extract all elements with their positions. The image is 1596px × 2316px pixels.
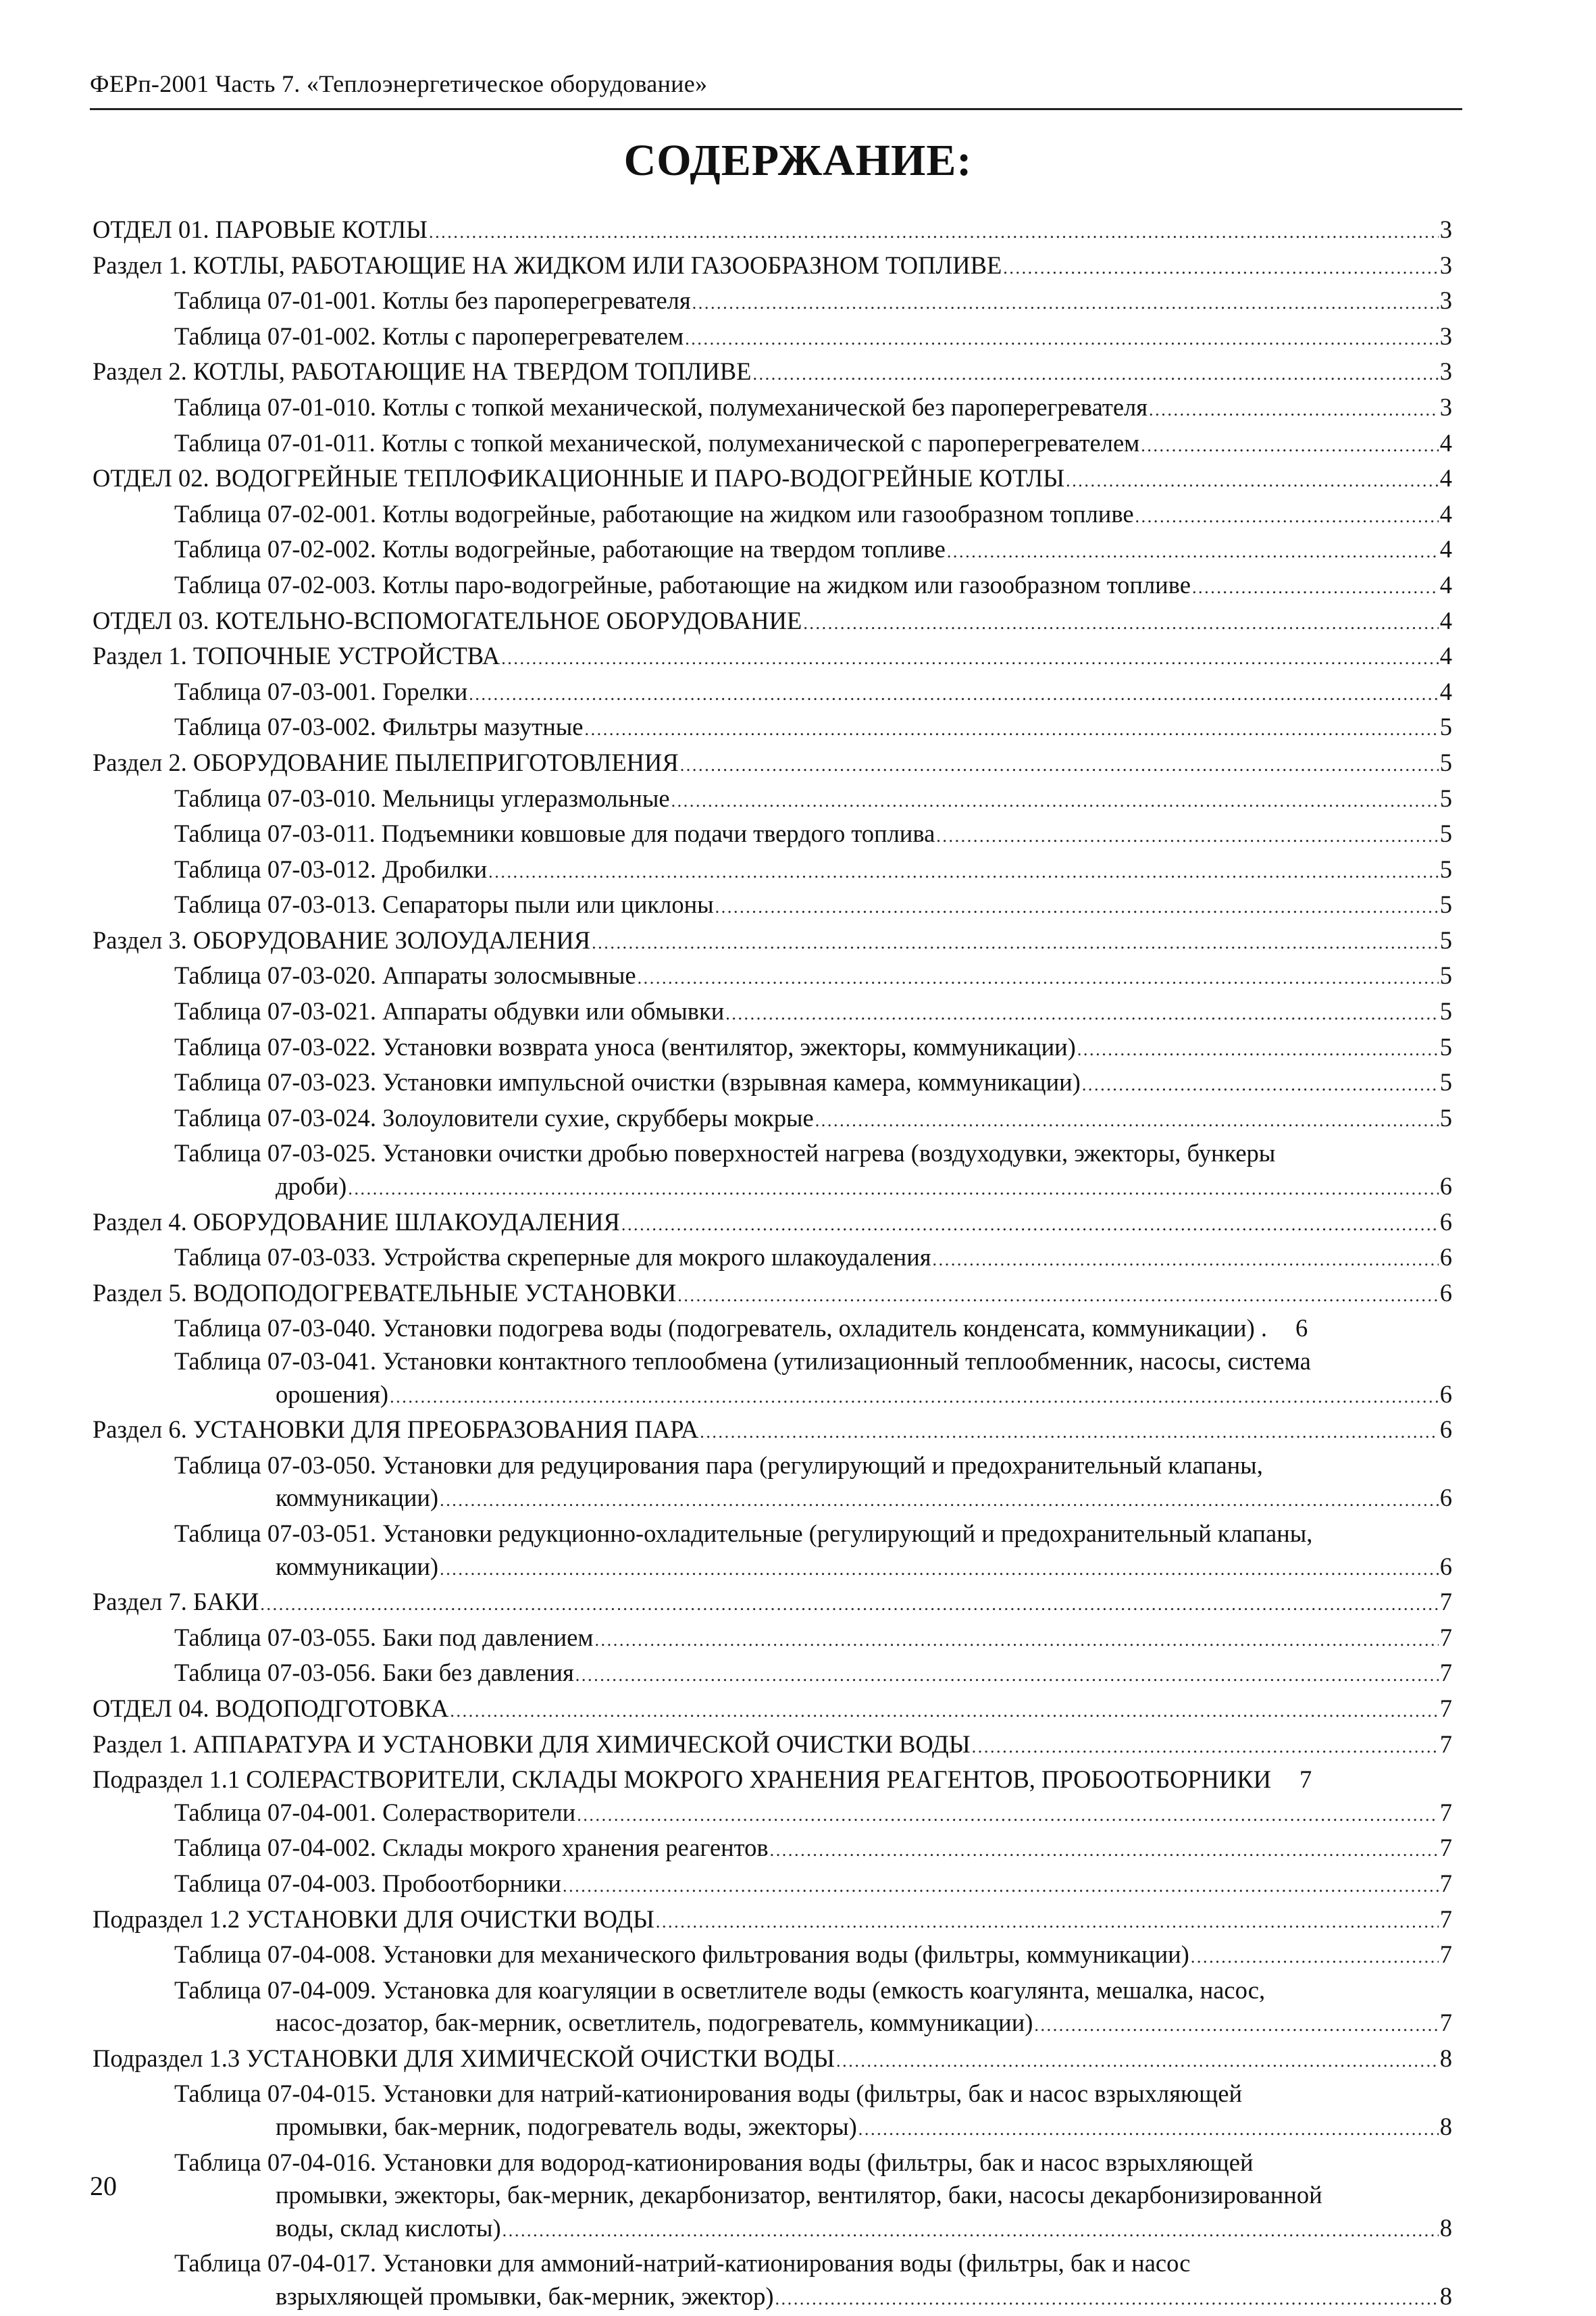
toc-section-entry bbox=[0, 1413, 1596, 1449]
toc-table-entry bbox=[0, 853, 1596, 889]
dot-leader bbox=[715, 891, 1439, 924]
dot-leader bbox=[770, 1834, 1439, 1867]
toc-entry-text: ОТДЕЛ 03. КОТЕЛЬНО-ВСПОМОГАТЕЛЬНОЕ ОБОРУДОВАНИЕ bbox=[93, 606, 802, 634]
toc-page-number: 7 bbox=[1439, 1834, 1452, 1862]
toc-page-number: 6 bbox=[1439, 1207, 1452, 1236]
toc-entry-line bbox=[174, 1137, 1452, 1170]
toc-page-number: 7 bbox=[1439, 1940, 1452, 1969]
toc-table-entry bbox=[0, 284, 1596, 320]
toc-table-entry bbox=[0, 959, 1596, 995]
toc-page-number: 3 bbox=[1439, 322, 1452, 350]
toc-table-entry bbox=[0, 1102, 1596, 1138]
toc-entry-line bbox=[174, 533, 1452, 569]
toc-page-number: 3 bbox=[1439, 357, 1452, 386]
toc-table-entry bbox=[0, 2247, 1596, 2315]
table-of-contents bbox=[0, 213, 1596, 2316]
dot-leader bbox=[692, 287, 1439, 320]
toc-page-number: 8 bbox=[1439, 2113, 1452, 2141]
toc-entry-text: Раздел 1. ТОПОЧНЫЕ УСТРОЙСТВА bbox=[93, 642, 500, 670]
toc-table-entry bbox=[0, 711, 1596, 747]
toc-page-number: 5 bbox=[1439, 1032, 1452, 1061]
dot-leader bbox=[621, 1209, 1439, 1242]
dot-leader bbox=[1191, 1941, 1439, 1974]
dot-leader bbox=[656, 1906, 1439, 1939]
toc-table-entry bbox=[0, 1241, 1596, 1277]
dot-leader bbox=[429, 216, 1439, 249]
dot-leader bbox=[440, 1484, 1439, 1517]
toc-page-number: 3 bbox=[1439, 393, 1452, 421]
toc-page-number: 3 bbox=[1439, 286, 1452, 315]
toc-page-number: 5 bbox=[1439, 748, 1452, 776]
toc-entry-line bbox=[174, 2280, 1452, 2316]
dot-leader bbox=[575, 1659, 1439, 1692]
dot-leader bbox=[685, 323, 1439, 356]
toc-page-number: 7 bbox=[1439, 1798, 1452, 1826]
toc-entry-line bbox=[174, 1974, 1452, 2007]
toc-table-entry bbox=[0, 1867, 1596, 1903]
toc-table-entry bbox=[0, 1031, 1596, 1067]
dot-leader bbox=[972, 1731, 1439, 1764]
toc-entry-text: Таблица 07-03-025. Установки очистки дробью поверхностей нагрева (воздуходувки, эжекторы, бункеры bbox=[174, 1139, 1276, 1167]
toc-section-entry bbox=[0, 1206, 1596, 1242]
toc-page-number: 5 bbox=[1439, 820, 1452, 848]
toc-entry-text: Раздел 4. ОБОРУДОВАНИЕ ШЛАКОУДАЛЕНИЯ bbox=[93, 1207, 620, 1236]
dot-leader bbox=[775, 2283, 1439, 2316]
toc-entry-text: промывки, эжекторы, бак-мерник, декарбонизатор, вентилятор, баки, насосы декарбонизированной bbox=[276, 2181, 1322, 2209]
toc-page-number: 7 bbox=[1439, 1623, 1452, 1651]
toc-entry-text: Таблица 07-03-010. Мельницы углеразмольные bbox=[174, 784, 670, 812]
dot-leader bbox=[1135, 501, 1439, 534]
toc-entry-line bbox=[93, 747, 1452, 782]
toc-entry-text: Таблица 07-04-008. Установки для механического фильтрования воды (фильтры, коммуникации) bbox=[174, 1940, 1189, 1969]
dot-leader bbox=[577, 1799, 1439, 1832]
toc-entry-text: Таблица 07-03-012. Дробилки bbox=[174, 855, 488, 883]
toc-page-number: 6 bbox=[1439, 1380, 1452, 1408]
toc-entry-line bbox=[174, 2179, 1452, 2212]
toc-entry-text: Таблица 07-03-001. Горелки bbox=[174, 677, 468, 705]
toc-entry-text: Таблица 07-03-024. Золоуловители сухие, скрубберы мокрые bbox=[174, 1103, 814, 1132]
toc-entry-text: насос-дозатор, бак-мерник, осветлитель, подогреватель, коммуникации) bbox=[276, 2009, 1033, 2037]
dot-leader bbox=[1003, 252, 1438, 285]
toc-entry-line bbox=[93, 2042, 1452, 2078]
toc-entry-text: Таблица 07-02-002. Котлы водогрейные, работающие на твердом топливе bbox=[174, 535, 946, 563]
toc-section-entry bbox=[0, 924, 1596, 960]
toc-entry-line bbox=[174, 284, 1452, 320]
toc-page-number: 6 bbox=[1439, 1243, 1452, 1272]
page-number: 20 bbox=[90, 2171, 117, 2201]
toc-entry-line bbox=[174, 711, 1452, 747]
toc-table-entry bbox=[0, 391, 1596, 427]
toc-entry-line bbox=[174, 1312, 1452, 1345]
dot-leader bbox=[1141, 430, 1439, 463]
toc-entry-line bbox=[174, 1657, 1452, 1692]
dot-leader bbox=[936, 820, 1438, 853]
toc-page-number: 5 bbox=[1439, 713, 1452, 741]
toc-entry-text: Таблица 07-03-013. Сепараторы пыли или циклоны bbox=[174, 890, 714, 919]
toc-entry-text: Раздел 5. ВОДОПОДОГРЕВАТЕЛЬНЫЕ УСТАНОВКИ bbox=[93, 1278, 677, 1307]
toc-entry-line bbox=[93, 213, 1452, 249]
toc-entry-text: Подраздел 1.2 УСТАНОВКИ ДЛЯ ОЧИСТКИ ВОДЫ bbox=[93, 1905, 654, 1933]
dot-leader bbox=[1082, 1069, 1439, 1102]
dot-leader bbox=[677, 1280, 1438, 1313]
toc-entry-text: Раздел 2. ОБОРУДОВАНИЕ ПЫЛЕПРИГОТОВЛЕНИЯ bbox=[93, 748, 679, 776]
toc-section-entry bbox=[0, 1763, 1596, 1796]
toc-entry-line bbox=[174, 1241, 1452, 1277]
toc-entry-text: Таблица 07-03-056. Баки без давления bbox=[174, 1659, 574, 1687]
toc-page-number: 6 bbox=[1439, 1552, 1452, 1580]
toc-entry-line bbox=[174, 995, 1452, 1031]
toc-table-entry bbox=[0, 782, 1596, 818]
toc-entry-text: Таблица 07-03-022. Установки возврата уноса (вентилятор, эжекторы, коммуникации) bbox=[174, 1032, 1076, 1061]
toc-entry-text: воды, склад кислоты) bbox=[276, 2213, 501, 2242]
toc-entry-text: Таблица 07-03-040. Установки подогрева воды (подогреватель, охладитель конденсата, коммуникации) . bbox=[174, 1314, 1267, 1342]
toc-section-entry bbox=[0, 747, 1596, 782]
toc-table-entry bbox=[0, 1974, 1596, 2042]
toc-entry-line bbox=[93, 1206, 1452, 1242]
toc-page-number: 6 bbox=[1439, 1278, 1452, 1307]
toc-entry-line bbox=[174, 391, 1452, 427]
toc-entry-text: Таблица 07-03-023. Установки импульсной очистки (взрывная камера, коммуникации) bbox=[174, 1068, 1081, 1097]
toc-entry-text: Подраздел 1.1 СОЛЕРАСТВОРИТЕЛИ, СКЛАДЫ МОКРОГО ХРАНЕНИЯ РЕАГЕНТОВ, ПРОБООТБОРНИКИ bbox=[93, 1765, 1272, 1794]
toc-table-entry bbox=[0, 817, 1596, 853]
toc-entry-line bbox=[174, 1170, 1452, 1206]
toc-section-entry bbox=[0, 1728, 1596, 1764]
toc-page-number: 5 bbox=[1439, 784, 1452, 812]
toc-entry-line bbox=[174, 1621, 1452, 1657]
toc-entry-line bbox=[174, 1796, 1452, 1832]
toc-entry-line bbox=[174, 1551, 1452, 1586]
toc-entry-text: Таблица 07-04-015. Установки для натрий-катионирования воды (фильтры, бак и насос взрыхляющей bbox=[174, 2080, 1242, 2108]
toc-entry-text: Таблица 07-03-021. Аппараты обдувки или обмывки bbox=[174, 997, 725, 1026]
toc-entry-line bbox=[93, 1763, 1452, 1796]
toc-entry-text: Подраздел 1.3 УСТАНОВКИ ДЛЯ ХИМИЧЕСКОЙ ОЧИСТКИ ВОДЫ bbox=[93, 2044, 835, 2072]
dot-leader bbox=[450, 1695, 1438, 1728]
toc-entry-text: Раздел 3. ОБОРУДОВАНИЕ ЗОЛОУДАЛЕНИЯ bbox=[93, 926, 591, 954]
dot-leader bbox=[671, 785, 1439, 818]
toc-entry-line bbox=[174, 2078, 1452, 2111]
dot-leader bbox=[488, 856, 1439, 889]
toc-page-number: 4 bbox=[1439, 428, 1452, 457]
toc-table-entry bbox=[0, 1657, 1596, 1692]
toc-entry-text: ОТДЕЛ 04. ВОДОПОДГОТОВКА bbox=[93, 1694, 449, 1722]
toc-entry-text: Таблица 07-03-051. Установки редукционно-охладительные (регулирующий и предохранительный клапаны, bbox=[174, 1519, 1313, 1547]
toc-page-number: 6 bbox=[1439, 1415, 1452, 1444]
toc-page-number: 5 bbox=[1439, 926, 1452, 954]
toc-entry-text: Таблица 07-04-003. Пробоотборники bbox=[174, 1869, 561, 1897]
toc-table-entry bbox=[0, 2078, 1596, 2146]
toc-page-number: 4 bbox=[1439, 606, 1452, 634]
toc-entry-line bbox=[174, 1482, 1452, 1517]
toc-entry-text: Таблица 07-03-011. Подъемники ковшовые для подачи твердого топлива bbox=[174, 820, 935, 848]
toc-entry-text: Раздел 6. УСТАНОВКИ ДЛЯ ПРЕОБРАЗОВАНИЯ ПАРА bbox=[93, 1415, 699, 1444]
toc-entry-text: Таблица 07-03-033. Устройства скреперные для мокрого шлакоудаления bbox=[174, 1243, 931, 1272]
toc-section-entry bbox=[0, 355, 1596, 391]
toc-section-entry bbox=[0, 249, 1596, 285]
toc-entry-text: промывки, бак-мерник, подогреватель воды, эжекторы) bbox=[276, 2113, 857, 2141]
toc-table-entry bbox=[0, 1137, 1596, 1205]
toc-entry-line bbox=[174, 2212, 1452, 2248]
toc-entry-line bbox=[174, 2146, 1452, 2180]
toc-page-number: 5 bbox=[1439, 1103, 1452, 1132]
toc-table-entry bbox=[0, 1066, 1596, 1102]
toc-section-entry bbox=[0, 462, 1596, 498]
toc-page-number: 7 bbox=[1439, 1869, 1452, 1897]
dot-leader bbox=[725, 998, 1439, 1031]
dot-leader bbox=[563, 1870, 1439, 1903]
toc-table-entry bbox=[0, 1832, 1596, 1867]
dot-leader bbox=[700, 1416, 1439, 1449]
toc-entry-text: Таблица 07-01-010. Котлы с топкой механической, полумеханической без пароперегревателя bbox=[174, 393, 1148, 421]
toc-page-number: 6 bbox=[1439, 1172, 1452, 1201]
toc-entry-line bbox=[93, 1692, 1452, 1728]
toc-entry-text: ОТДЕЛ 01. ПАРОВЫЕ КОТЛЫ bbox=[93, 216, 428, 243]
toc-entry-line bbox=[93, 1728, 1452, 1764]
toc-entry-line bbox=[93, 1586, 1452, 1621]
dot-leader bbox=[858, 2113, 1439, 2146]
toc-entry-text: Таблица 07-03-055. Баки под давлением bbox=[174, 1623, 594, 1651]
dot-leader bbox=[1066, 465, 1439, 498]
dot-leader bbox=[1077, 1034, 1439, 1067]
toc-table-entry bbox=[0, 1621, 1596, 1657]
toc-entry-line bbox=[174, 498, 1452, 534]
toc-page-number: 6 bbox=[1295, 1314, 1308, 1342]
toc-page-number: 8 bbox=[1439, 2282, 1452, 2311]
toc-entry-text: Таблица 07-03-041. Установки контактного теплообмена (утилизационный теплообменник, насосы, система bbox=[174, 1347, 1311, 1375]
toc-page-number: 8 bbox=[1439, 2213, 1452, 2242]
toc-table-entry bbox=[0, 995, 1596, 1031]
toc-entry-line bbox=[93, 605, 1452, 640]
toc-entry-text: Таблица 07-03-002. Фильтры мазутные bbox=[174, 713, 584, 741]
toc-page-number: 4 bbox=[1439, 570, 1452, 599]
toc-entry-line bbox=[174, 1938, 1452, 1974]
toc-entry-text: Таблица 07-01-002. Котлы с пароперегревателем bbox=[174, 322, 684, 350]
toc-entry-text: Таблица 07-03-020. Аппараты золосмывные bbox=[174, 961, 636, 990]
toc-table-entry bbox=[0, 2146, 1596, 2248]
toc-table-entry bbox=[0, 1796, 1596, 1832]
toc-entry-text: коммуникации) bbox=[276, 1484, 439, 1512]
toc-page-number: 6 bbox=[1439, 1484, 1452, 1512]
toc-entry-line bbox=[174, 1449, 1452, 1482]
page-title: СОДЕРЖАНИЕ: bbox=[623, 136, 973, 185]
toc-table-entry bbox=[0, 498, 1596, 534]
toc-entry-line bbox=[174, 1345, 1452, 1378]
toc-table-entry bbox=[0, 569, 1596, 605]
toc-entry-text: Раздел 7. БАКИ bbox=[93, 1588, 259, 1616]
toc-entry-line bbox=[174, 2111, 1452, 2146]
toc-entry-line bbox=[174, 2247, 1452, 2280]
toc-page-number: 7 bbox=[1439, 2009, 1452, 2037]
header-rule bbox=[90, 108, 1462, 110]
toc-entry-text: Таблица 07-03-050. Установки для редуцирования пара (регулирующий и предохранительный клапаны, bbox=[174, 1451, 1263, 1479]
toc-entry-line bbox=[174, 888, 1452, 924]
toc-entry-line bbox=[174, 1066, 1452, 1102]
toc-entry-text: дроби) bbox=[276, 1172, 347, 1201]
dot-leader bbox=[390, 1381, 1439, 1414]
toc-table-entry bbox=[0, 1517, 1596, 1586]
toc-table-entry bbox=[0, 533, 1596, 569]
toc-entry-line bbox=[174, 1517, 1452, 1551]
toc-entry-line bbox=[93, 1903, 1452, 1939]
toc-page-number: 7 bbox=[1439, 1694, 1452, 1722]
dot-leader bbox=[503, 2215, 1439, 2248]
dot-leader bbox=[752, 358, 1438, 391]
toc-page-number: 4 bbox=[1439, 464, 1452, 493]
toc-entry-line bbox=[174, 782, 1452, 818]
toc-entry-line bbox=[174, 853, 1452, 889]
toc-entry-text: Таблица 07-04-009. Установка для коагуляции в осветлителе воды (емкость коагулянта, мешалка, насос, bbox=[174, 1975, 1266, 2004]
toc-page-number: 7 bbox=[1299, 1765, 1312, 1794]
toc-section-entry bbox=[0, 1586, 1596, 1621]
toc-entry-text: Таблица 07-02-003. Котлы паро-водогрейные, работающие на жидком или газообразном топливе bbox=[174, 570, 1191, 599]
dot-leader bbox=[348, 1173, 1438, 1206]
dot-leader bbox=[469, 678, 1439, 711]
toc-entry-text: Таблица 07-01-011. Котлы с топкой механической, полумеханической с пароперегревателем bbox=[174, 428, 1140, 457]
toc-entry-text: коммуникации) bbox=[276, 1552, 439, 1580]
toc-entry-text: Таблица 07-04-016. Установки для водород-катионирования воды (фильтры, бак и насос взрыхляющей bbox=[174, 2148, 1254, 2176]
toc-entry-line bbox=[174, 1378, 1452, 1414]
toc-table-entry bbox=[0, 427, 1596, 463]
toc-entry-text: ОТДЕЛ 02. ВОДОГРЕЙНЫЕ ТЕПЛОФИКАЦИОННЫЕ И ПАРО-ВОДОГРЕЙНЫЕ КОТЛЫ bbox=[93, 464, 1065, 493]
toc-entry-line bbox=[174, 1031, 1452, 1067]
toc-entry-line bbox=[93, 1413, 1452, 1449]
toc-entry-line bbox=[174, 1867, 1452, 1903]
dot-leader bbox=[638, 962, 1439, 995]
toc-entry-text: Раздел 1. КОТЛЫ, РАБОТАЮЩИЕ НА ЖИДКОМ ИЛИ ГАЗООБРАЗНОМ ТОПЛИВЕ bbox=[93, 251, 1002, 279]
toc-entry-line bbox=[93, 249, 1452, 285]
toc-table-entry bbox=[0, 1449, 1596, 1517]
toc-table-entry bbox=[0, 676, 1596, 711]
toc-entry-line bbox=[93, 924, 1452, 960]
toc-entry-line bbox=[93, 640, 1452, 676]
dot-leader bbox=[501, 643, 1439, 676]
toc-section-entry bbox=[0, 640, 1596, 676]
toc-entry-line bbox=[174, 1832, 1452, 1867]
toc-entry-text: Таблица 07-04-002. Склады мокрого хранения реагентов bbox=[174, 1834, 769, 1862]
toc-page-number: 4 bbox=[1439, 677, 1452, 705]
toc-entry-line bbox=[174, 320, 1452, 356]
toc-entry-line bbox=[174, 427, 1452, 463]
toc-table-entry bbox=[0, 1938, 1596, 1974]
toc-page-number: 7 bbox=[1439, 1905, 1452, 1933]
toc-entry-line bbox=[174, 2007, 1452, 2042]
toc-page-number: 4 bbox=[1439, 642, 1452, 670]
dot-leader bbox=[1149, 394, 1439, 427]
dot-leader bbox=[440, 1553, 1439, 1586]
toc-section-entry bbox=[0, 1903, 1596, 1939]
dot-leader bbox=[947, 536, 1439, 569]
dot-leader bbox=[1034, 2009, 1438, 2042]
dot-leader bbox=[594, 1624, 1438, 1657]
dot-leader bbox=[680, 749, 1439, 782]
toc-entry-line bbox=[93, 462, 1452, 498]
toc-entry-text: Раздел 2. КОТЛЫ, РАБОТАЮЩИЕ НА ТВЕРДОМ ТОПЛИВЕ bbox=[93, 357, 752, 386]
toc-section-entry bbox=[0, 1277, 1596, 1313]
dot-leader bbox=[933, 1244, 1439, 1277]
toc-page-number: 8 bbox=[1439, 2044, 1452, 2072]
toc-page-number: 5 bbox=[1439, 961, 1452, 990]
toc-section-entry bbox=[0, 2042, 1596, 2078]
toc-page-number: 5 bbox=[1439, 1068, 1452, 1097]
toc-section-entry bbox=[0, 213, 1596, 249]
toc-entry-line bbox=[93, 355, 1452, 391]
toc-page-number: 5 bbox=[1439, 855, 1452, 883]
dot-leader bbox=[803, 607, 1438, 640]
toc-page-number: 5 bbox=[1439, 997, 1452, 1026]
dot-leader bbox=[836, 2045, 1439, 2078]
toc-page-number: 7 bbox=[1439, 1659, 1452, 1687]
toc-entry-text: Таблица 07-04-017. Установки для аммоний-натрий-катионирования воды (фильтры, бак и насос bbox=[174, 2249, 1191, 2277]
toc-page-number: 3 bbox=[1439, 251, 1452, 279]
toc-entry-line bbox=[93, 1277, 1452, 1313]
toc-page-number: 5 bbox=[1439, 890, 1452, 919]
toc-table-entry bbox=[0, 888, 1596, 924]
toc-section-entry bbox=[0, 605, 1596, 640]
toc-section-entry bbox=[0, 1692, 1596, 1728]
toc-entry-text: орошения) bbox=[276, 1380, 389, 1408]
toc-table-entry bbox=[0, 1345, 1596, 1413]
toc-entry-line bbox=[174, 1102, 1452, 1138]
toc-page-number: 3 bbox=[1439, 216, 1452, 243]
dot-leader bbox=[584, 713, 1438, 747]
dot-leader bbox=[592, 927, 1439, 960]
dot-leader bbox=[1192, 572, 1439, 605]
toc-entry-line bbox=[174, 959, 1452, 995]
toc-entry-text: Таблица 07-04-001. Солерастворители bbox=[174, 1798, 576, 1826]
toc-entry-line bbox=[174, 817, 1452, 853]
dot-leader bbox=[815, 1105, 1439, 1138]
toc-entry-line bbox=[174, 676, 1452, 711]
toc-page-number: 4 bbox=[1439, 535, 1452, 563]
toc-page-number: 7 bbox=[1439, 1730, 1452, 1758]
running-header: ФЕРп-2001 Часть 7. «Теплоэнергетическое оборудование» bbox=[90, 70, 708, 97]
toc-entry-text: Таблица 07-02-001. Котлы водогрейные, работающие на жидком или газообразном топливе bbox=[174, 499, 1134, 528]
toc-page-number: 7 bbox=[1439, 1588, 1452, 1616]
toc-table-entry bbox=[0, 1312, 1596, 1345]
toc-entry-line bbox=[174, 569, 1452, 605]
toc-entry-text: Таблица 07-01-001. Котлы без пароперегревателя bbox=[174, 286, 691, 315]
toc-entry-text: взрыхляющей промывки, бак-мерник, эжектор) bbox=[276, 2282, 774, 2311]
toc-entry-text: Раздел 1. АППАРАТУРА И УСТАНОВКИ ДЛЯ ХИМИЧЕСКОЙ ОЧИСТКИ ВОДЫ bbox=[93, 1730, 971, 1758]
toc-table-entry bbox=[0, 320, 1596, 356]
dot-leader bbox=[260, 1588, 1438, 1621]
toc-page-number: 4 bbox=[1439, 499, 1452, 528]
